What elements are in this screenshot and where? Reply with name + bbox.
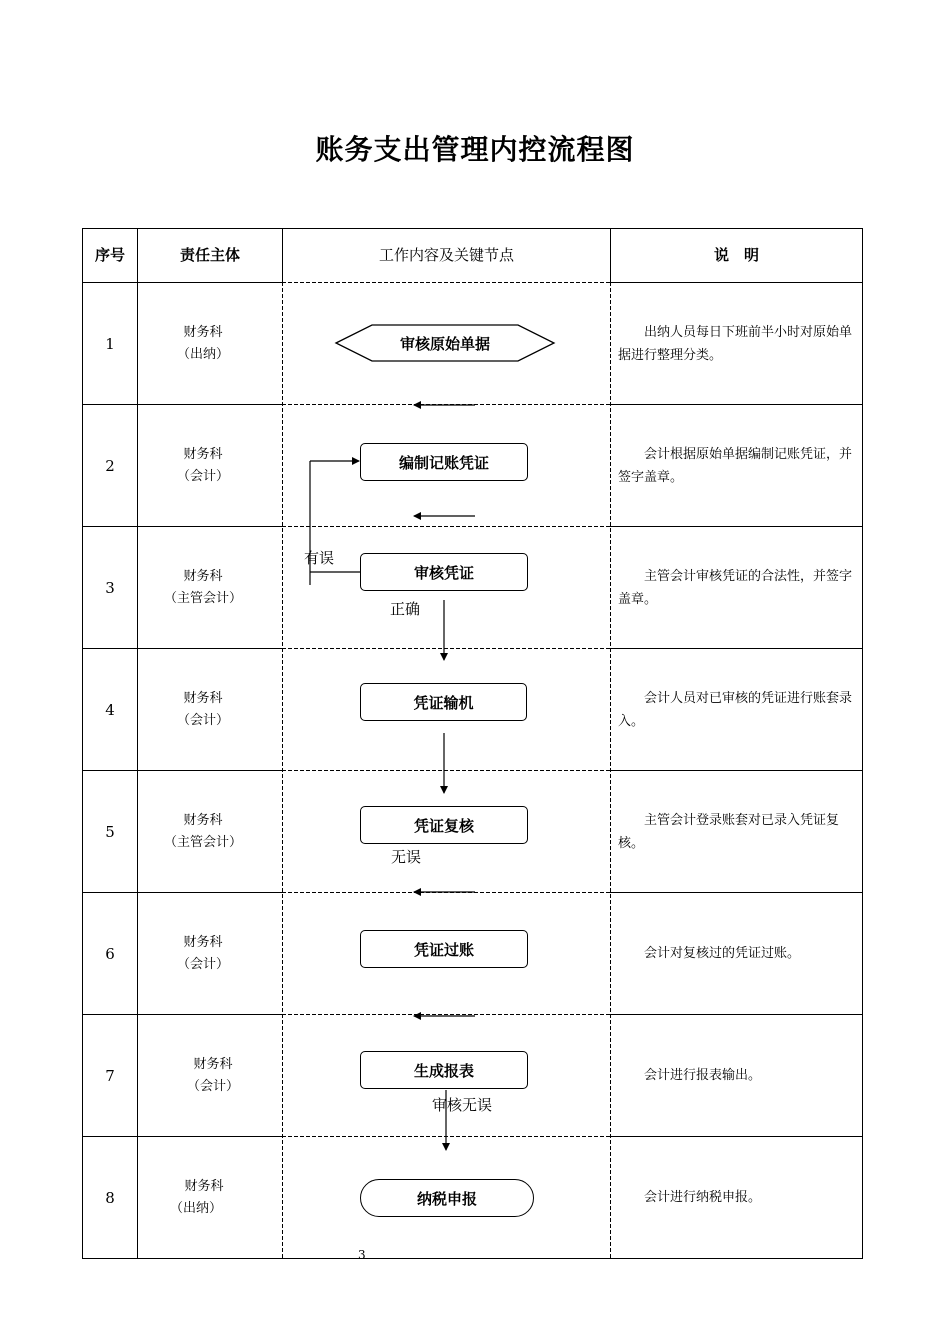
- row-number: 5: [105, 822, 115, 841]
- node-voucher-recheck: 凭证复核: [360, 806, 528, 844]
- dept-name: 财务科: [193, 1056, 233, 1072]
- label-audit-ok: 审核无误: [432, 1096, 493, 1114]
- dept-role: （会计）: [186, 1078, 239, 1094]
- responsible-subject: [135, 649, 271, 770]
- label-correct: 正确: [390, 600, 421, 618]
- responsible-subject: [135, 283, 271, 404]
- dept-name: 财务科: [184, 1178, 224, 1194]
- description: 会计人员对已审核的凭证进行账套录入。: [618, 690, 853, 729]
- node-tax-filing: 纳税申报: [360, 1179, 534, 1217]
- header-no: 序号: [94, 246, 125, 264]
- responsible-subject: [135, 405, 271, 526]
- node-review-original-documents: 审核原始单据: [399, 334, 490, 353]
- header-note: 说 明: [713, 246, 759, 264]
- row-number: 4: [105, 700, 115, 719]
- row-number: 7: [105, 1066, 115, 1085]
- description: 出纳人员每日下班前半小时对原始单据进行整理分类。: [618, 324, 853, 363]
- node-prepare-voucher: 编制记账凭证: [360, 443, 528, 481]
- description: 会计对复核过的凭证过账。: [644, 946, 801, 961]
- row-number: 1: [105, 334, 115, 353]
- row-number: 6: [105, 944, 115, 963]
- header-subject: 责任主体: [179, 246, 240, 264]
- node-voucher-entry: 凭证输机: [360, 683, 527, 721]
- dept-role: （主管会计）: [163, 590, 242, 606]
- dept-name: 财务科: [183, 934, 223, 950]
- responsible-subject: [128, 1137, 264, 1258]
- page-title: 账务支出管理内控流程图: [315, 133, 635, 166]
- responsible-subject: [135, 893, 271, 1014]
- node-review-voucher: 审核凭证: [360, 553, 528, 591]
- description: 主管会计登录账套对已录入凭证复核。: [618, 812, 840, 851]
- description: 会计进行纳税申报。: [644, 1190, 762, 1205]
- description: 会计根据原始单据编制记账凭证，并签字盖章。: [618, 446, 853, 485]
- description: 会计进行报表输出。: [644, 1068, 762, 1083]
- dept-role: （出纳）: [169, 1200, 222, 1216]
- row-number: 3: [105, 578, 115, 597]
- dept-name: 财务科: [183, 324, 223, 340]
- node-generate-report: 生成报表: [360, 1051, 528, 1089]
- dept-name: 财务科: [183, 446, 223, 462]
- dept-role: （出纳）: [176, 346, 229, 362]
- description: 主管会计审核凭证的合法性，并签字盖章。: [618, 568, 853, 607]
- row-number: 2: [105, 456, 115, 475]
- responsible-subject: [145, 1015, 281, 1136]
- dept-role: （会计）: [176, 956, 229, 972]
- dept-name: 财务科: [183, 812, 223, 828]
- label-error: 有误: [304, 549, 335, 567]
- dept-name: 财务科: [183, 690, 223, 706]
- row-number: 8: [105, 1188, 115, 1207]
- page-number: 3: [358, 1248, 366, 1262]
- dept-role: （会计）: [176, 712, 229, 728]
- node-voucher-posting: 凭证过账: [360, 930, 528, 968]
- responsible-subject: [135, 771, 271, 892]
- dept-role: （会计）: [176, 468, 229, 484]
- header-content: 工作内容及关键节点: [378, 246, 514, 264]
- dept-name: 财务科: [183, 568, 223, 584]
- dept-role: （主管会计）: [163, 834, 242, 850]
- responsible-subject: [135, 527, 271, 648]
- label-no-error: 无误: [391, 848, 422, 866]
